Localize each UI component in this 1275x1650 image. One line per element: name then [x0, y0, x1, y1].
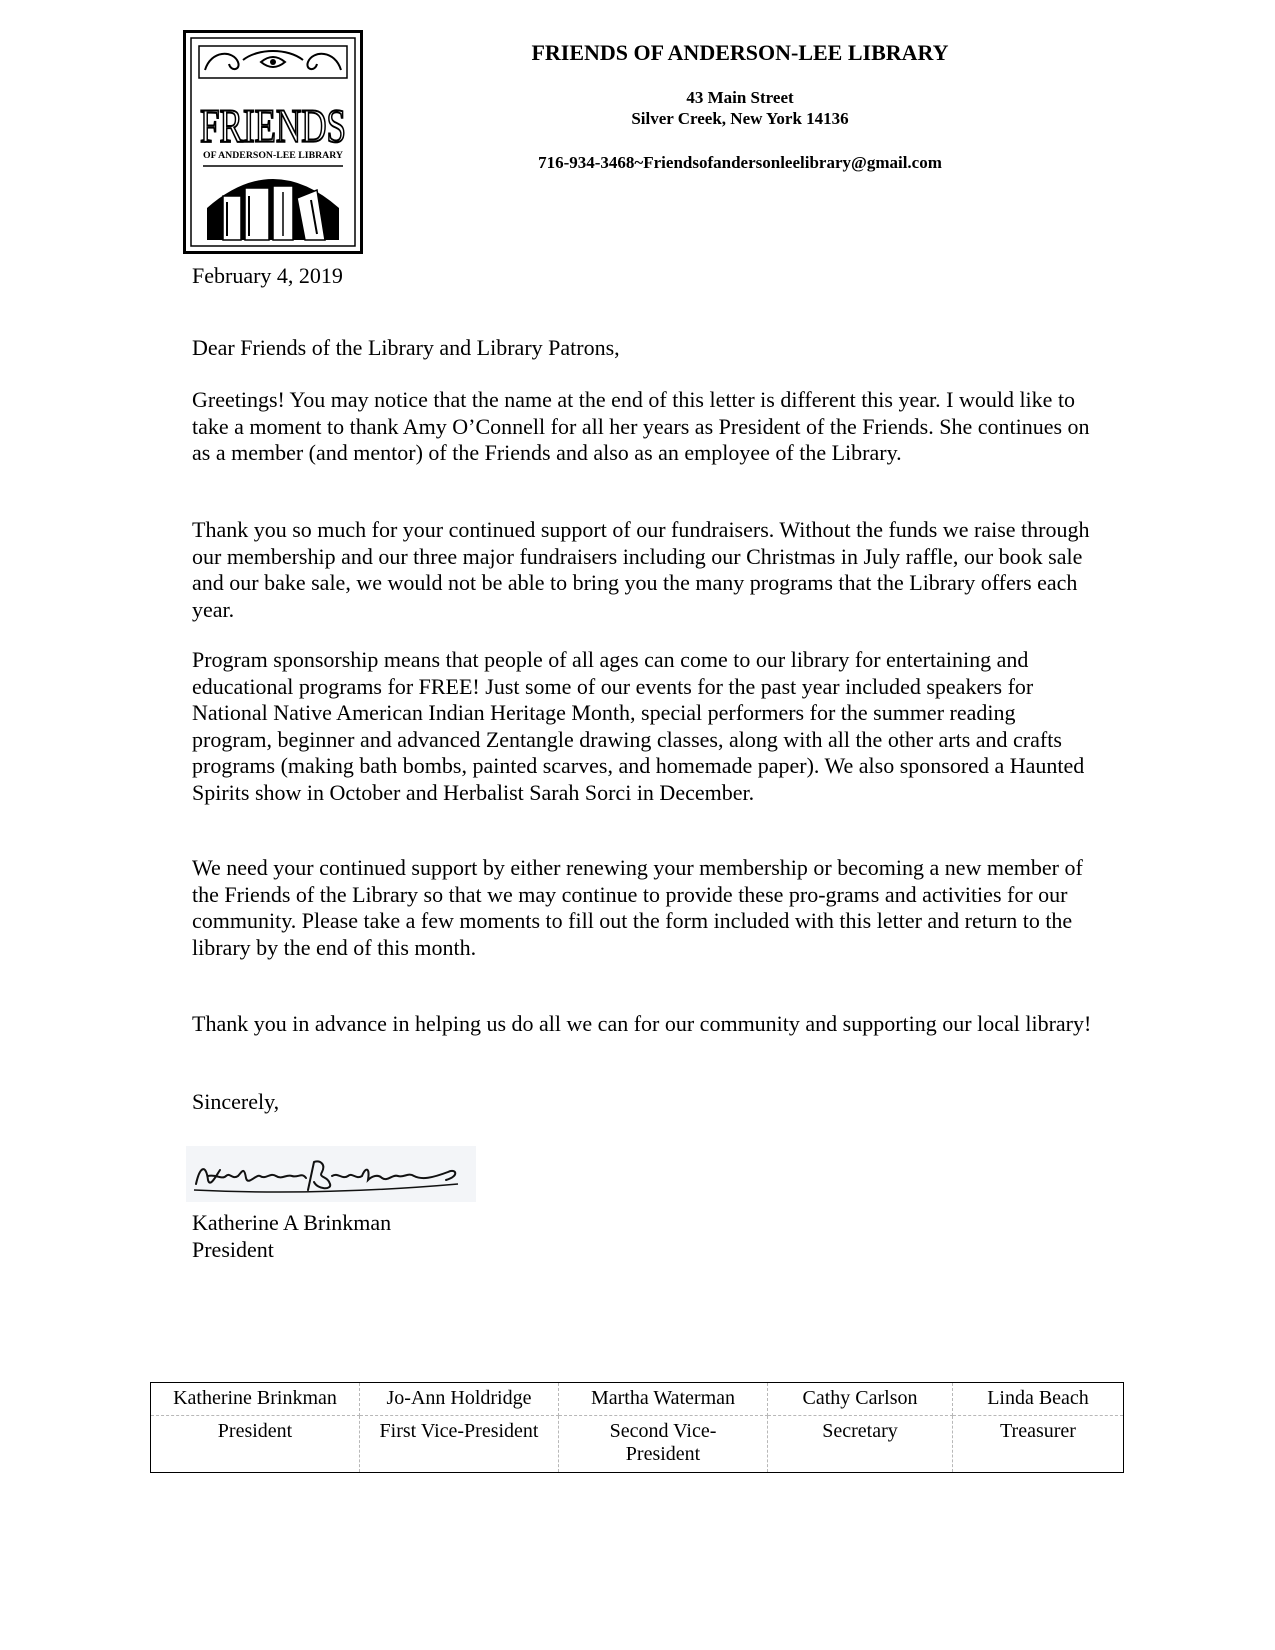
- officer-role: President: [151, 1416, 360, 1473]
- salutation: Dear Friends of the Library and Library Patrons,: [192, 335, 620, 360]
- svg-text:FRIENDS: FRIENDS: [200, 100, 346, 153]
- officer-name: Cathy Carlson: [768, 1383, 953, 1416]
- city-state-zip: Silver Creek, New York 14136: [631, 109, 849, 128]
- organization-name: FRIENDS OF ANDERSON-LEE LIBRARY: [531, 40, 949, 65]
- officer-name: Katherine Brinkman: [151, 1383, 360, 1416]
- officer-name: Linda Beach: [953, 1383, 1124, 1416]
- signer-name: Katherine A Brinkman: [192, 1210, 392, 1235]
- signer-block: [192, 1210, 391, 1263]
- officer-role: Secretary: [768, 1416, 953, 1473]
- friends-logo: [183, 30, 363, 254]
- paragraph-1: Greetings! You may notice that the name at the end of this letter is different this year. I would like to take a moment to thank Amy O’Connell for all her years as President of the Friends. She continues on as a member (and mentor) of the Friends and also as an employee of the Library.: [192, 387, 1090, 465]
- officer-names-row: [151, 1383, 1124, 1416]
- officer-role: First Vice-President: [360, 1416, 559, 1473]
- signature-image: [186, 1146, 476, 1202]
- officer-name: Martha Waterman: [559, 1383, 768, 1416]
- officers-table: [150, 1382, 1124, 1473]
- letter-date: February 4, 2019: [192, 263, 343, 288]
- paragraph-3: Program sponsorship means that people of all ages can come to our library for entertaining and educational programs for FREE! Just some of our events for the past year included speakers for National Native American Indian Heritage Month, special performers for the summer reading program, beginner and advanced Zentangle drawing classes, along with all the other arts and crafts programs (making bath bombs, painted scarves, and homemade paper). We also sponsored a Haunted Spirits show in October and Herbalist Sarah Sorci in December.: [192, 647, 1085, 805]
- officer-roles-row: [151, 1416, 1124, 1473]
- closing: Sincerely,: [192, 1089, 280, 1114]
- signer-title: President: [192, 1236, 274, 1262]
- officer-name: Jo-Ann Holdridge: [360, 1383, 559, 1416]
- paragraph-5: Thank you in advance in helping us do all we can for our community and supporting our local library!: [192, 1011, 1092, 1036]
- street-address: 43 Main Street: [686, 88, 794, 107]
- paragraph-4: We need your continued support by either renewing your membership or becoming a new member of the Friends of the Library so that we may continue to provide these pro-grams and activities for our community. Please take a few moments to fill out the form included with this letter and return to the library by the end of this month.: [192, 855, 1083, 960]
- officer-role: Treasurer: [1000, 1420, 1076, 1442]
- paragraph-2: Thank you so much for your continued support of our fundraisers. Without the funds we raise through our membership and our three major fundraisers including our Christmas in July raffle, our book sale and our bake sale, we would not be able to bring you the many programs that the Library offers each year.: [192, 517, 1090, 622]
- officer-role: Second Vice-President: [559, 1416, 768, 1473]
- contact-line: 716-934-3468~Friendsofandersonleelibrary@gmail.com: [538, 153, 942, 172]
- svg-text:OF ANDERSON-LEE LIBRARY: OF ANDERSON-LEE LIBRARY: [203, 151, 344, 161]
